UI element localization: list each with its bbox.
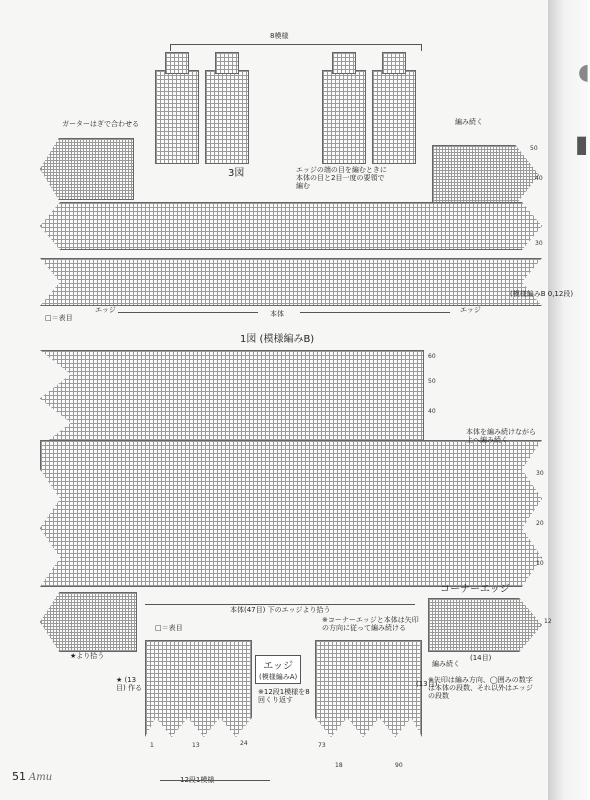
chart3-column-2 [205,70,249,164]
chart1-body-bottom [40,440,542,587]
repeat-note: ※12段1模様を8回くり返す [258,688,310,705]
row-number: 1 [150,742,154,749]
chart3-body-lower [40,258,542,306]
chart3-column-3-peak [332,52,356,74]
arrow-note: ※矢印は編み方向、◯囲みの数字は本体の段数、それ以外はエッジの段数 [428,676,533,701]
count-13: (13目) [416,680,438,688]
corner-edge-chart [428,598,542,652]
page-number: 51 [12,770,26,783]
continue-up-note: 本体を編み続けながら上へ編み続く [466,428,536,445]
continue-note-bottom: 編み続く [432,660,460,668]
rows-one-pattern: 12段1模様 [180,776,215,784]
star-cast-note: ★ (13目) 作る [116,676,142,693]
body-label: 本体 [270,310,284,318]
continue-note-top: 編み続く [455,118,483,126]
edge-chart-left [145,640,252,737]
legend-3: □＝表目 [45,314,73,322]
chart3-column-3 [322,70,366,164]
row-number: 10 [536,560,544,567]
body-line [300,312,450,313]
row-number: 20 [536,520,544,527]
edge-title-box [255,655,301,684]
chart3-column-4 [372,70,416,164]
edge-subtitle: (模様編みA) [259,673,298,681]
page-spine [548,0,588,800]
row-number: 40 [535,175,543,182]
chart3-column-1-peak [165,52,189,74]
chart3-body-upper [40,202,542,250]
diagram3-title: 3図 [228,168,245,179]
star-pickup: ★より拾う [70,652,105,660]
row-number: 73 [318,742,326,749]
pattern-bracket-label: 8模様 [270,32,289,40]
row-number: 30 [535,240,543,247]
corner-edge-title: コーナーエッジ [440,584,510,595]
rows-14: (14目) [470,654,492,662]
edge-label-left: エッジ [95,306,116,314]
chart1-body-top [40,350,424,447]
edge-title: エッジ [263,661,294,672]
body-pickup-note: 本体(47目) 下のエッジより拾う [230,606,331,614]
row-number: 90 [395,762,403,769]
pattern-width-line [160,780,270,781]
page-footer [12,770,52,783]
row-number: 13 [192,742,200,749]
edge-line [118,312,258,313]
diagram1-title: 1図 (模様編みB) [240,334,315,345]
chart3-left-panel [40,138,134,200]
chart3-column-2-peak [215,52,239,74]
pattern-b-note: (模様編みB 0,12段) [510,290,574,298]
chart3-column-4-peak [382,52,406,74]
row-number: 40 [428,408,436,415]
pickup-line [145,604,415,605]
chart3-column-1 [155,70,199,164]
row-number: 50 [428,378,436,385]
join-note: エッジの端の目を編むときに本体の目と2目一度の要領で編む [296,166,387,191]
row-number: 60 [428,353,436,360]
row-number: 50 [530,145,538,152]
edge-label-right: エッジ [460,306,481,314]
row-number: 30 [536,470,544,477]
row-number: 12 [544,618,552,625]
row-number: 18 [335,762,343,769]
magazine-name: Amu [29,772,53,783]
next-page-glyph: ▮ [575,130,589,158]
pattern-bracket [170,44,422,51]
next-page-glyph-top: ◖ [578,60,590,85]
edge-chart-right [315,640,422,737]
garter-note: ガーターはぎで合わせる [62,120,139,128]
legend-1: □＝表目 [155,624,183,632]
chart1-left-panel [40,592,137,652]
corner-note: ※コーナーエッジと本体は矢印の方向に従って編み続ける [322,616,419,633]
row-number: 24 [240,740,248,747]
